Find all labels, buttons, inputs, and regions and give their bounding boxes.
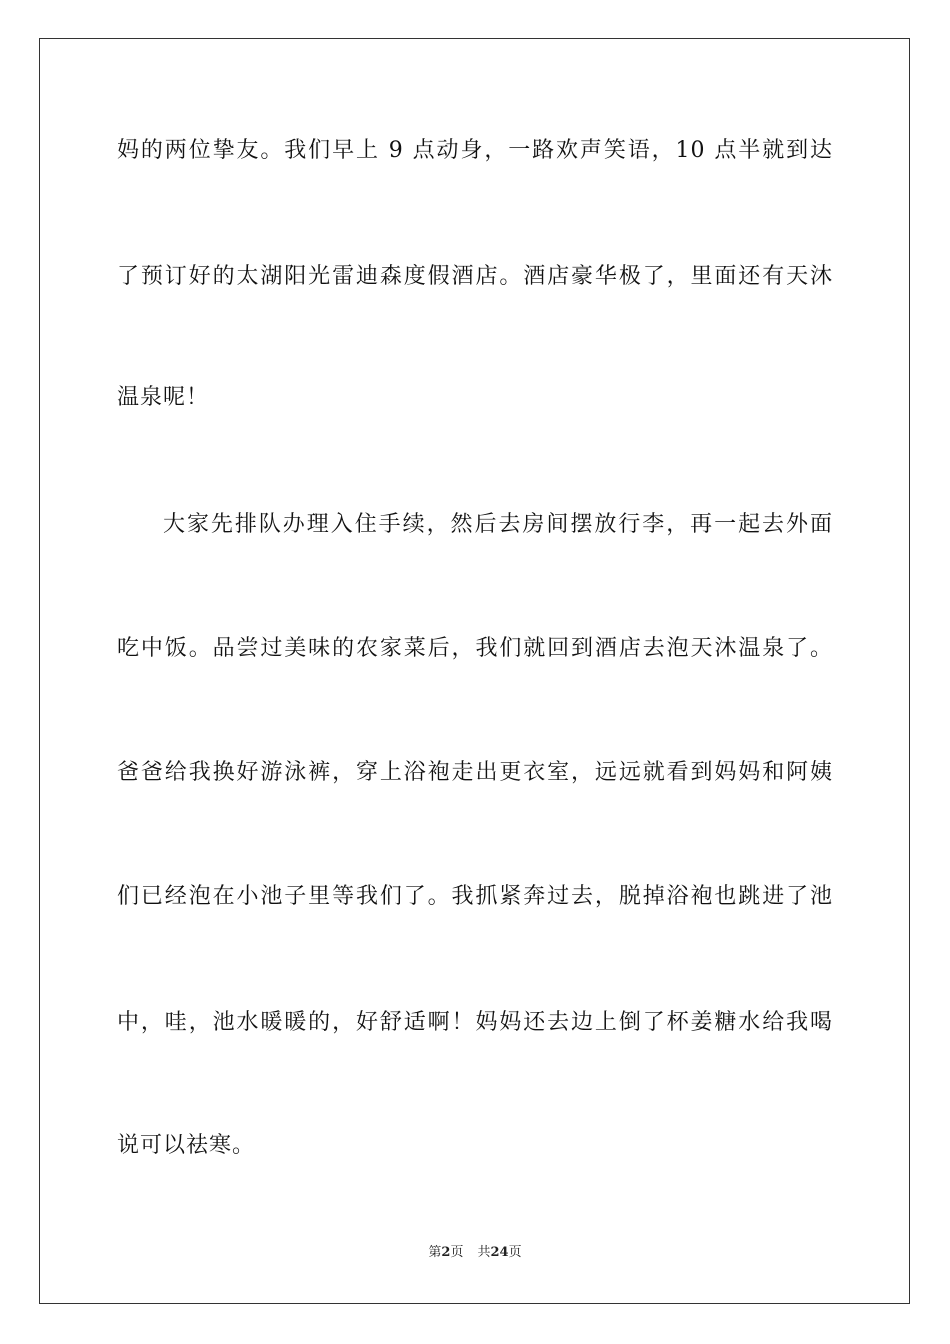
text-line-1: 妈的两位挚友。我们早上 9 点动身，一路欢声笑语，10 点半就到达 [117,138,833,163]
page-frame [39,38,910,1304]
footer-total-suffix: 页 [508,1245,522,1260]
footer-total-pages: 24 [490,1245,509,1260]
page-footer [0,1244,950,1262]
text-line-7: 们已经泡在小池子里等我们了。我抓紧奔过去，脱掉浴袍也跳进了池 [117,884,833,909]
footer-page-number: 2 [441,1245,451,1260]
text-line-2: 了预订好的太湖阳光雷迪森度假酒店。酒店豪华极了，里面还有天沐 [117,264,833,289]
text-line-4-paragraph-start: 大家先排队办理入住手续，然后去房间摆放行李，再一起去外面 [163,512,833,537]
text-line-3: 温泉呢！ [117,385,210,410]
text-line-9: 说可以祛寒。 [117,1133,256,1158]
footer-page-suffix: 页 [450,1245,464,1260]
text-line-5: 吃中饭。品尝过美味的农家菜后，我们就回到酒店去泡天沐温泉了。 [117,636,833,661]
footer-page-prefix: 第 [428,1245,442,1260]
text-line-8: 中，哇，池水暖暖的，好舒适啊！妈妈还去边上倒了杯姜糖水给我喝 [117,1010,833,1035]
footer-total-prefix: 共 [477,1245,491,1260]
text-line-6: 爸爸给我换好游泳裤，穿上浴袍走出更衣室，远远就看到妈妈和阿姨 [117,760,833,785]
